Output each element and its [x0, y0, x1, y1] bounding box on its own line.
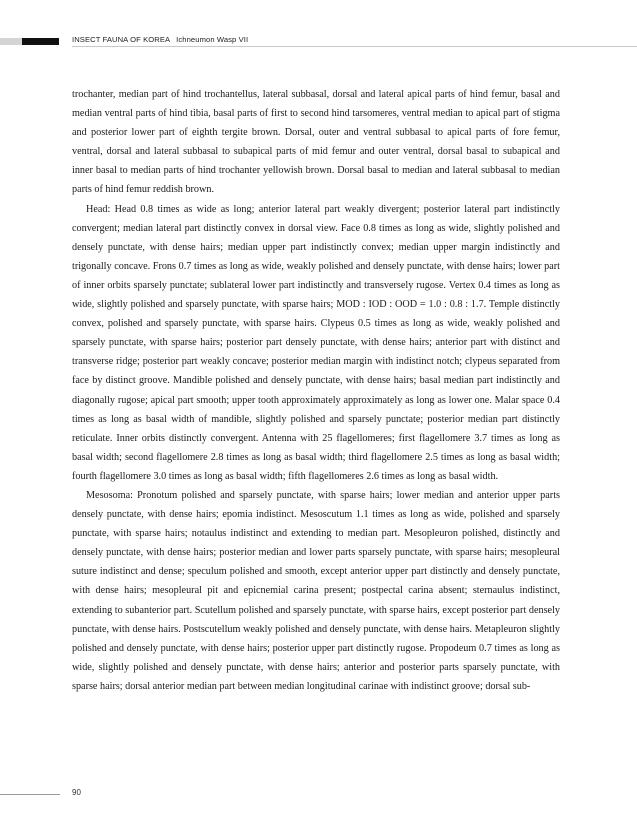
header-bar-grey [0, 38, 22, 45]
page-number: 90 [72, 788, 81, 797]
paragraph-color-continued: trochanter, median part of hind trochantellus, lateral subbasal, dorsal and lateral apical parts of hind femur, basal and median ventral parts of hind tibia, basal parts of first to second hind tarsomeres, ventral median to apical part of stigma and posterior lower part of eighth tergite brown. Dorsal, outer and ventral subbasal to apical parts of fore femur, ventral, dorsal and lateral subbasal to subapical parts of mid femur and outer ventral, dorsal basal to subapical and inner basal to median parts of hind trochanter yellowish brown. Dorsal basal to median and lateral subbasal to median parts of hind femur reddish brown. [72, 89, 560, 196]
body-text [72, 85, 560, 696]
running-header-series: INSECT FAUNA OF KOREA [72, 35, 171, 44]
paragraph-mesosoma: Mesosoma: Pronotum polished and sparsely punctate, with sparse hairs; lower median and anterior upper parts densely punctate, with dense hairs; epomia indistinct. Mesoscutum 1.1 times as long as wide, polished and sparsely punctate, with sparse hairs; notaulus indistinct and extending to median part. Mesopleuron polished, distinctly and densely punctate, with dense hairs; posterior median and lower parts sparsely punctate, with sparse hairs; mesopleural suture indistinct and dense; speculum polished and smooth, except anterior upper part distinctly and densely punctate, with dense hairs; mesopleural pit and epicnemial carina present; postpectal carina absent; sternaulus indistinct, extending to subanterior part. Scutellum polished and sparsely punctate, with sparse hairs, except posterior part densely punctate, with dense hairs. Postscutellum weakly polished and densely punctate, with dense hairs. Metapleuron slightly polished and densely punctate, with dense hairs; posterior upper part distinctly rugose. Propodeum 0.7 times as long as wide, slightly polished and densely punctate, with dense hairs; anterior and posterior parts sparsely punctate, with sparse hairs; dorsal anterior median part between median longitudinal carinae with indistinct groove; dorsal sub- [72, 489, 560, 692]
paragraph-head: Head: Head 0.8 times as wide as long; anterior lateral part weakly divergent; posterior lateral part indistinctly convergent; median lateral part distinctly convex in dorsal view. Face 0.8 times as long as wide, slightly polished and densely punctate, with dense hairs; median upper part indistinctly convex; median upper margin indistinctly and trigonally concave. Frons 0.7 times as long as wide, weakly polished and densely punctate, with dense hairs; lower part of inner orbits sparsely punctate; sublateral lower part indistinctly and transversely rugose. Vertex 0.4 times as long as wide, slightly polished and sparsely punctate, with sparse hairs; MOD : IOD : OOD = 1.0 : 0.8 : 1.7. Temple distinctly convex, polished and sparsely punctate, with sparse hairs. Clypeus 0.5 times as long as wide, weakly polished and sparsely punctate, with sparse hairs; posterior part densely punctate, with dense hairs; anterior part with distinct and transverse ridge; posterior part weakly concave; posterior median margin with indistinct notch; clypeus separated from face by distinct groove. Mandible polished and densely punctate, with dense hairs; basal median part indistinctly and diagonally rugose; apical part smooth; upper tooth approximately approximately as long as lower one. Malar space 0.4 times as long as basal width of mandible, slightly polished and sparsely punctate; posterior median part distinctly reticulate. Inner orbits distinctly convergent. Antenna with 25 flagellomeres; first flagellomere 3.7 times as long as basal width; second flagellomere 2.8 times as long as basal width; third flagellomere 2.5 times as long as basal width; fourth flagellomere 3.0 times as long as basal width; fifth flagellomeres 2.6 times as long as basal width. [72, 203, 560, 482]
footer-rule [0, 794, 60, 795]
running-header [72, 35, 248, 44]
header-bar-black [22, 38, 59, 45]
running-header-subtitle: Ichneumon Wasp VII [176, 35, 249, 44]
header-rule [72, 46, 637, 47]
